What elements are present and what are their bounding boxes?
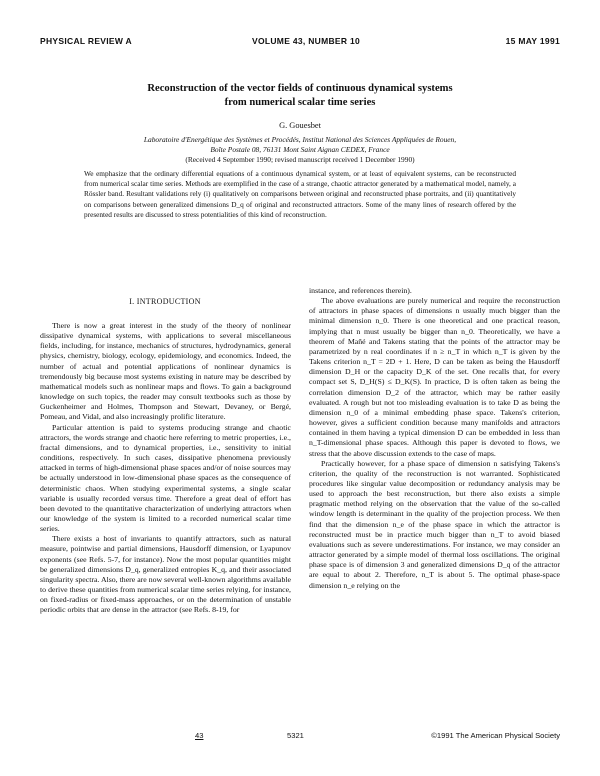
paragraph: Particular attention is paid to systems producing strange and chaotic attractors, the words strange and chaotic here referring to metric properties, i.e., fractal dimensions, and to dynamical properties, i.e., sensitivity to initial conditions, respectively. In such cases, dissipative phenomena previously attacked in terms of high-dimensional phase spaces and/or of noise sources may be actually understood in low-dimensional phase spaces as the consequence of deterministic chaos. When studying experimental systems, a single scalar variable is usually recorded versus time. Therefore a great deal of effort has been devoted to the quantitative characterization of underlying attractors when our knowledge of the system is limited to a recorded numerical scalar time series. xyxy=(40,422,291,534)
author-name: G. Gouesbet xyxy=(279,121,321,130)
paragraph: There is now a great interest in the study of the theory of nonlinear dissipative dynamical systems, with applications to several miscellaneous fields, including, for instance, mechanics of structures, hydrodynamics, general physics, chemistry, biology, ecology, epidemiology, and economics. Indeed, the number of actual and potential applications of nonlinear dynamics is tremendously big because most systems existing in nature may be described by mathematical models such as nonlinear maps and flows. To gain a background knowledge on such topics, the reader may consult textbooks such as those by Guckenheimer and Holmes, Thompson and Stewart, Devaney, or Bergé, Pomeau, and Vidal, and also increasingly prolific literature. xyxy=(40,321,291,422)
title-line-1: Reconstruction of the vector fields of continuous dynamical systems xyxy=(147,83,453,94)
paragraph: Practically however, for a phase space of dimension n satisfying Takens's criterion, the quality of the reconstruction is not warranted. Sophisticated procedures like singular value decomposition or redundancy analysis may be used to approach the best reconstruction, but there also exists a simple pragmatic method relying on the observation that the value of the so-called window length is determinant in the quality of the projection process. We then find that the dimension n_e of the phase space in which the attractor is reconstructed must be in practice much bigger than n_T to avoid biased evaluations such as severe underestimations. For instance, we may consider an attractor generated by a simple model of thermal loss oscillations. The original phase space is of dimension 3 and generalized dimensions D_q of the attractor are equal to about 2. Therefore, n_T is about 5. The optimal phase-space dimension n_e relying on the xyxy=(309,458,560,590)
affiliation-line-2: Boîte Postale 08, 76131 Mont Saint Aignan CEDEX, France xyxy=(210,145,390,154)
affiliation-line-1: Laboratoire d'Energétique des Systèmes et Procédés, Institut National des Sciences Appliquées de Rouen, xyxy=(143,135,457,144)
received-dates: (Received 4 September 1990; revised manuscript received 1 December 1990) xyxy=(185,155,415,164)
paper-title xyxy=(40,82,560,110)
right-text-column xyxy=(309,286,560,729)
affiliation xyxy=(60,135,540,155)
issue-date: 15 MAY 1991 xyxy=(505,36,560,46)
volume-number: VOLUME 43, NUMBER 10 xyxy=(252,36,361,46)
journal-name: PHYSICAL REVIEW A xyxy=(40,36,133,46)
paragraph: The above evaluations are purely numerical and require the reconstruction of attractors in phase spaces of dimensions n usually much bigger than the minimal dimension n_0. There is one theoretical and one practical reason, implying that n must usually be bigger than n_0. Theoretically, we have a theorem of Mañé and Takens stating that the points of the attractor may be parametrized by n real coordinates if n ≥ n_T in which n_T is given by the Takens criterion n_T = 2D + 1. Here, D can be taken as being the Hausdorff dimension D_H or the capacity D_K of the set. One recalls that, for every compact set S, D_H(S) ≤ D_K(S). In practice, D is often taken as being the correlation dimension D_2 of the attractor, which may be rather easily evaluated. A rough but not too misleading evaluation is to take D as being the dimension n_0 of a minimal embedding phase space. Takens's criterion, however, gives a sufficient condition because many manifolds and attractors contained in them having a typical dimension D can be embedded in less than n_T-dimensional phase spaces. Although this paper is devoted to flows, we stress that the above discussion extends to the case of maps. xyxy=(309,296,560,458)
footer-volume-ref: 43 xyxy=(195,731,204,740)
section-heading-introduction: I. INTRODUCTION xyxy=(129,297,201,306)
copyright-notice: ©1991 The American Physical Society xyxy=(431,731,560,740)
page-number: 5321 xyxy=(287,731,304,740)
paragraph: instance, and references therein). xyxy=(309,286,412,295)
title-line-2: from numerical scalar time series xyxy=(224,97,376,108)
abstract: We emphasize that the ordinary differential equations of a continuous dynamical system, or at least of equivalent systems, can be reconstructed from numerical scalar time series. Methods are exemplified in the case of a strange, chaotic attractor generated by a mathematical model, namely, a Rössler band. Resultant validations rely (i) qualitatively on comparisons between original and reconstructed phase portraits, and (ii) quantitatively on comparisons between generalized dimensions D_q of original and reconstructed attractors. Some of the many lines of research offered by the presented results are discussed to stress potentialities of this kind of reconstruction. xyxy=(84,169,516,219)
paragraph: There exists a host of invariants to quantify attractors, such as natural measure, pointwise and partial dimensions, Hausdorff dimension, or Lyapunov exponents (see Refs. 5-7, for instance). Now the most popular quantities might be generalized dimensions D_q, generalized entropies K_q, and their associated singularity spectra. Also, there are now several well-known algorithms available to derive these quantities from numerical scalar time series relying, for instance, on fixed-radius or fixed-mass approaches, or on the determination of unstable periodic orbits that are dense in the attractor (see Refs. 8-19, for xyxy=(40,534,291,615)
left-text-column xyxy=(40,321,291,729)
